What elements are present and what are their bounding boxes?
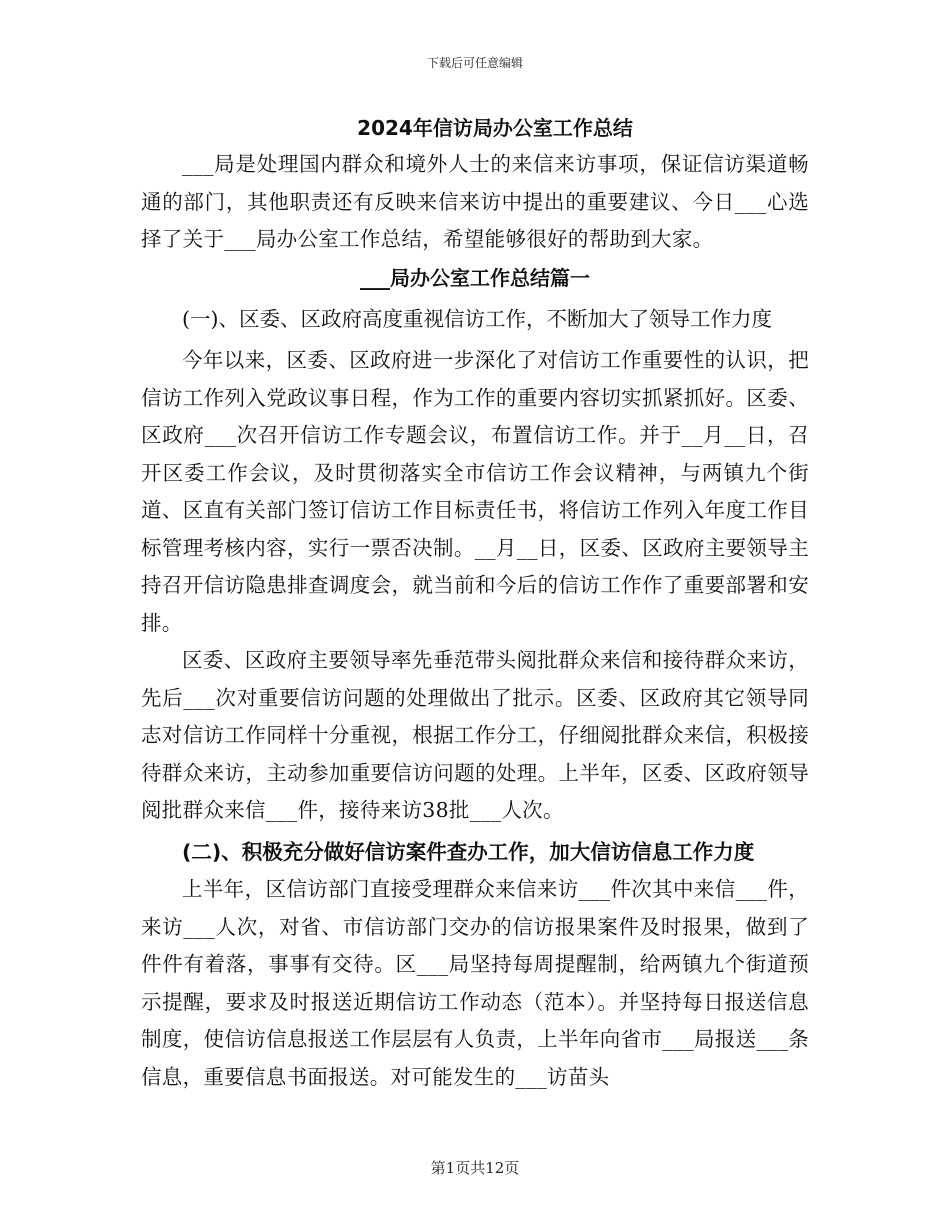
header-note: 下载后可任意编辑	[426, 56, 523, 70]
intro-paragraph: ___局是处理国内群众和境外人士的来信来访事项，保证信访渠道畅通的部门，其他职责还有反映来信来访中提出的重要建议、今日___心选择了关于___局办公室工作总结，希望能够很好的帮助到大家。	[141, 152, 809, 251]
subsection-heading-1: (一)、区委、区政府高度重视信访工作，不断加大了领导工作力度	[182, 306, 772, 331]
document-title: 2024年信访局办公室工作总结	[357, 116, 633, 140]
subsection-heading-2: (二)、积极充分做好信访案件查办工作，加大信访信息工作力度	[182, 839, 755, 864]
paragraph-1: 今年以来，区委、区政府进一步深化了对信访工作重要性的认识，把信访工作列入党政议事日程，作为工作的重要内容切实抓紧抓好。区委、区政府___次召开信访工作专题会议，布置信访工作。并于__月__日，召开区委工作会议，及时贯彻落实全市信访工作会议精神，与两镇九个街道、区直有关部门签订信访工作目标责任书，将信访工作列入年度工作目标管理考核内容，实行一票否决制。__月__日，区委、区政府主要领导主持召开信访隐患排查调度会，就当前和今后的信访工作作了重要部署和安排。	[141, 348, 809, 635]
paragraph-3: 上半年，区信访部门直接受理群众来信来访___件次其中来信___件，来访___人次，对省、市信访部门交办的信访报果案件及时报果，做到了件件有着落，事事有交待。区___局坚持每周提醒制，给两镇九个街道预示提醒，要求及时报送近期信访工作动态（范本）。并坚持每日报送信息制度，使信访信息报送工作层层有人负责，上半年向省市___局报送___条信息，重要信息书面报送。对可能发生的___访苗头	[141, 877, 809, 1089]
section-heading: ___局办公室工作总结篇一	[360, 265, 590, 290]
page-footer: 第1页共12页	[430, 1159, 520, 1177]
paragraph-2: 区委、区政府主要领导率先垂范带头阅批群众来信和接待群众来访，先后___次对重要信访问题的处理做出了批示。区委、区政府其它领导同志对信访工作同样十分重视，根据工作分工，仔细阅批群众来信，积极接待群众来访，主动参加重要信访问题的处理。上半年，区委、区政府领导阅批群众来信___件，接待来访38批___人次。	[141, 648, 809, 822]
document-body	[141, 110, 809, 1096]
